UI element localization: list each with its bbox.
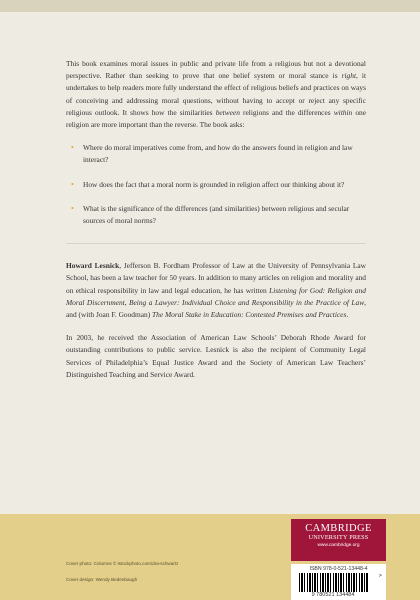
run: This book examines moral issues in public and private life from a religious but not a devotional perspective. Rather than seeking to prove that one belief system or moral stance is bbox=[66, 59, 366, 81]
question-text: Where do moral imperatives come from, and how do the answers found in religion and law interact? bbox=[83, 143, 353, 165]
publisher-press: UNIVERSITY PRESS bbox=[308, 534, 369, 541]
blurb-content bbox=[66, 58, 366, 381]
run: within bbox=[333, 107, 353, 117]
question-list bbox=[66, 142, 366, 227]
barcode-check: > bbox=[378, 573, 382, 579]
photo-credit: Cover photo: Columns © istockphoto.com/dra-schwartz bbox=[66, 561, 179, 566]
book-title: The Moral Stake in Education: Contested Premises and Practices bbox=[152, 310, 347, 320]
bullet-icon: • bbox=[71, 203, 74, 213]
bullet-icon: • bbox=[71, 143, 74, 153]
book-title: Listening for God: Religion and Moral Discernment bbox=[66, 285, 366, 307]
bullet-icon: • bbox=[71, 179, 74, 189]
run: , it undertakes to help readers more fully understand the effect of religious beliefs and practices on ways of conceiving and addressing moral questions, without having to accept or reject any specific religious outlook. It shows how the similarities bbox=[66, 71, 367, 117]
section-divider bbox=[66, 243, 366, 244]
question-item bbox=[66, 142, 366, 166]
barcode-digits: 9 780521 134484 bbox=[311, 592, 355, 598]
question-text: How does the fact that a moral norm is grounded in religion affect our thinking about it? bbox=[83, 179, 345, 189]
publisher-name: CAMBRIDGE bbox=[305, 523, 372, 534]
publisher-url: www.cambridge.org bbox=[317, 543, 360, 548]
run: . bbox=[346, 310, 349, 320]
question-text: What is the significance of the differences (and similarities) between religious and secular sources of moral norms? bbox=[83, 203, 350, 226]
run: religions and the differences bbox=[239, 107, 334, 117]
barcode-image bbox=[299, 573, 369, 592]
isbn-barcode-box bbox=[291, 564, 386, 600]
publisher-logo bbox=[291, 519, 386, 561]
top-band bbox=[0, 0, 420, 12]
question-item bbox=[66, 203, 366, 227]
run: , and (with Joan F. Goodman) bbox=[66, 297, 366, 320]
run: right bbox=[341, 71, 356, 81]
run: between bbox=[215, 107, 240, 117]
author-bio bbox=[66, 260, 366, 321]
run: one religion are more important than the reverse. The book asks: bbox=[66, 107, 367, 130]
isbn-label: ISBN 978-0-521-13448-4 bbox=[309, 566, 368, 572]
author-awards: In 2003, he received the Association of American Law Schools’ Deborah Rhode Award for outstanding contributions to public service. Lesnick is also the recipient of Community Legal Services of Philadelphia’s Equal Justice Award and the Society of American Law Teachers’ Distinguished Teaching and Service Award. bbox=[66, 333, 366, 379]
question-item bbox=[66, 179, 366, 191]
book-title: Being a Lawyer: Individual Choice and Responsibility in the Practice of Law bbox=[129, 297, 365, 307]
description-paragraph bbox=[66, 58, 366, 131]
author-name: Howard Lesnick bbox=[66, 261, 120, 271]
cover-credits bbox=[66, 560, 178, 592]
design-credit: Cover design: Wendy Bedenbaugh bbox=[66, 577, 138, 582]
run: , Jefferson B. Fordham Professor of Law at the University of Pennsylvania Law School, has been a law teacher for 50 years. In addition to many articles on religion and morality and on ethical responsibility in law and legal education, he has written bbox=[66, 261, 367, 295]
run: , bbox=[124, 297, 130, 307]
